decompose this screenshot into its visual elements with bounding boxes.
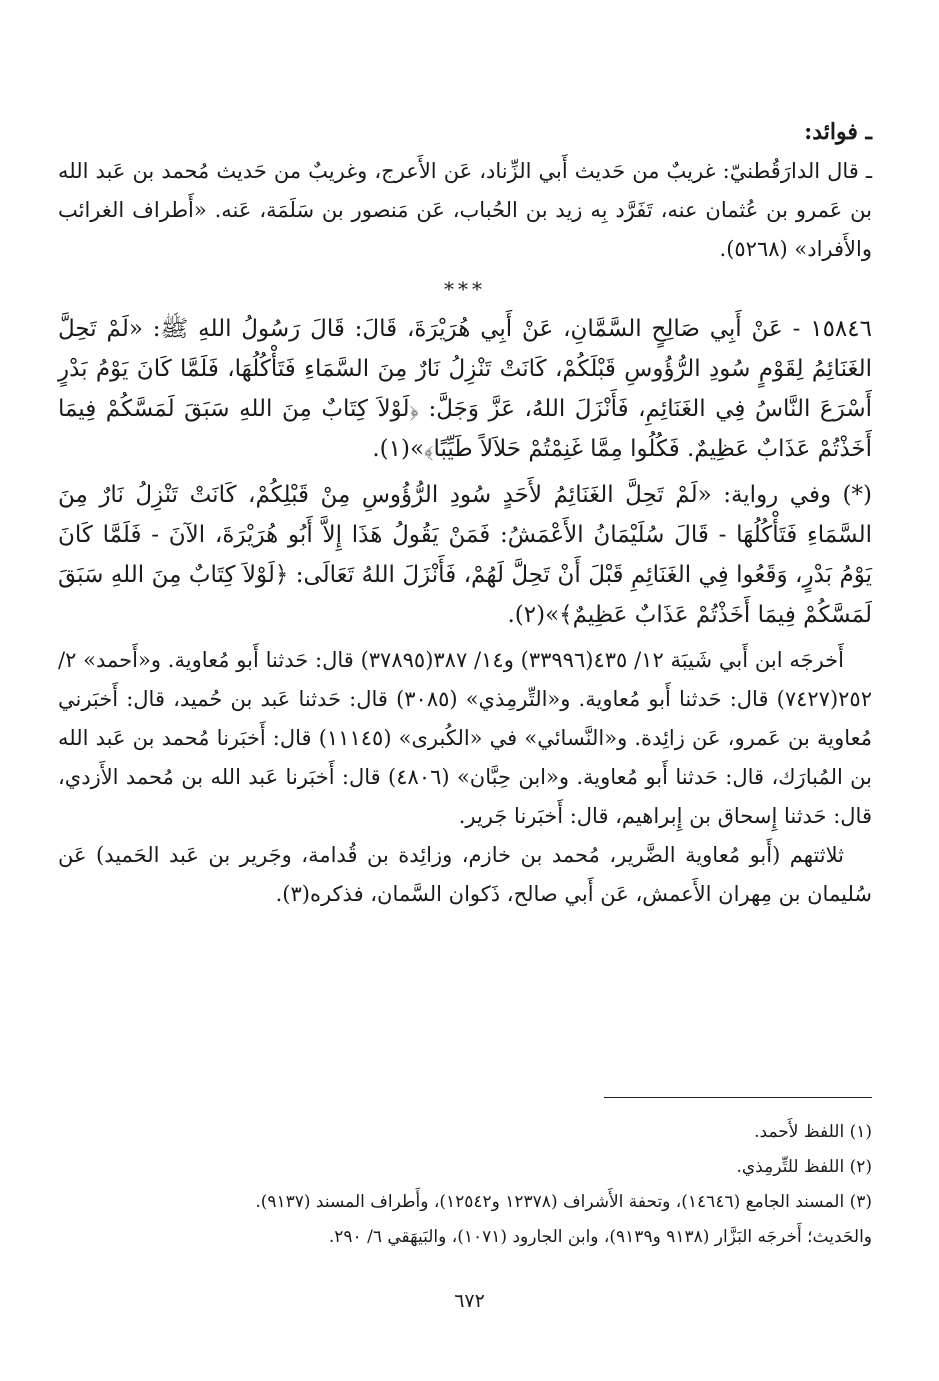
benefits-heading: ـ فوائد: (804, 119, 872, 145)
section-separator: *** (444, 277, 486, 301)
footnotes (58, 1115, 872, 1255)
footnote-1: (١) اللفظ لأَحمد. (754, 1122, 872, 1142)
footnote-3-continued: والحَديث؛ أَخرجَه البَزَّار (٩١٣٨ و٩١٣٩)، وابن الجارود (١٠٧١)، والبَيهَقي ٦/ ٢٩٠. (328, 1227, 872, 1247)
footnote-2: (٢) اللفظ للتِّرمِذي. (736, 1157, 872, 1177)
footnote-divider (604, 1097, 872, 1098)
takhrij-paragraph-2: ثلاثتهم (أَبو مُعاوية الضَّرير، مُحمد بن خازم، وزائِدة بن قُدامة، وجَرير بن عَبد الحَميد) عَن سُليمان بن مِهران الأَعمش، عَن أَبي صالح، ذَكوان السَّمان، فذكره(٣). (58, 843, 872, 906)
hadith-variant-text: (*) وفي رواية: «لَمْ تَحِلَّ الغَنَائِمُ لأَحَدٍ سُودِ الرُّؤُوسِ مِنْ قَبْلِكُمْ، كَانَتْ تَنْزِلُ نَارٌ مِنَ السَّمَاءِ فَتَأْكُلُهَا - قَالَ سُلَيْمَانُ الأَعْمَشُ: فَمَنْ يَقُولُ هَذَا إِلاَّ أَبُو هُرَيْرَةَ، الآنَ - فَلَمَّا كَانَ يَوْمُ بَدْرٍ، وَقَعُوا فِي الغَنَائِمِ قَبْلَ أَنْ تَحِلَّ لَهُمْ، فَأَنْزَلَ اللهُ تَعَالَى: ﴿لَوْلاَ كِتَابٌ مِنَ اللهِ سَبَقَ لَمَسَّكُمْ فِيمَا أَخَذْتُمْ عَذَابٌ عَظِيمٌ﴾»(٢). (58, 482, 872, 628)
page-body (58, 112, 872, 914)
takhrij-paragraph-1: أَخرجَه ابن أَبي شَيبَة ١٢/ ٤٣٥(٣٣٩٩٦) و١٤/ ٣٨٧(٣٧٨٩٥) قال: حَدثنا أَبو مُعاوية. و«أَحمد» ٢/ ٢٥٢(٧٤٢٧) قال: حَدثنا أَبو مُعاوية. و«التِّرمِذي» (٣٠٨٥) قال: حَدثنا عَبد بن حُميد، قال: أَخبَرني مُعاوية بن عَمرو، عَن زائِدة. و«النَّسائي» في «الكُبرى» (١١١٤٥) قال: أَخبَرنا مُحمد بن عَبد الله بن المُبارَك، قال: حَدثنا أَبو مُعاوية. و«ابن حِبَّان» (٤٨٠٦) قال: أَخبَرنا عَبد الله بن مُحمد الأَزدي، قال: حَدثنا إِسحاق بن إِبراهيم، قال: أَخبَرنا جَرير. (58, 648, 873, 828)
page-number: ٦٧٢ (454, 1290, 485, 1312)
daraqutni-note: ـ قال الدارَقُطنيّ: غريبٌ من حَديث أَبي الزِّناد، عَن الأَعرج، وغريبٌ من حَديث مُحمد بن عَبد الله بن عَمرو بن عُثمان عنه، تَفَرَّد بِه زيد بن الحُباب، عَن مَنصور بن سَلَمَة، عَنه. «أَطراف الغرائب والأَفراد» (٥٢٦٨). (58, 159, 872, 261)
footnote-3: (٣) المسند الجامع (١٤٦٤٦)، وتحفة الأَشراف (١٢٣٧٨ و١٢٥٤٢)، وأَطراف المسند (٩١٣٧). (255, 1192, 872, 1212)
hadith-main-text: ١٥٨٤٦ - عَنْ أَبِي صَالِحٍ السَّمَّانِ، عَنْ أَبِي هُرَيْرَةَ، قَالَ: قَالَ رَسُولُ اللهِ ﷺ: «لَمْ تَحِلَّ الغَنَائِمُ لِقَوْمٍ سُودِ الرُّؤُوسِ قَبْلَكُمْ، كَانَتْ تَنْزِلُ نَارٌ مِنَ السَّمَاءِ فَتَأْكُلُهَا، فَلَمَّا كَانَ يَوْمُ بَدْرٍ أَسْرَعَ النَّاسُ فِي الغَنَائِمِ، فَأَنْزَلَ اللهُ، عَزَّ وَجَلَّ: ﴿لَوْلاَ كِتَابٌ مِنَ اللهِ سَبَقَ لَمَسَّكُمْ فِيمَا أَخَذْتُمْ عَذَابٌ عَظِيمٌ. فَكُلُوا مِمَّا غَنِمْتُمْ حَلاَلاً طَيِّبًا﴾»(١). (58, 316, 872, 462)
